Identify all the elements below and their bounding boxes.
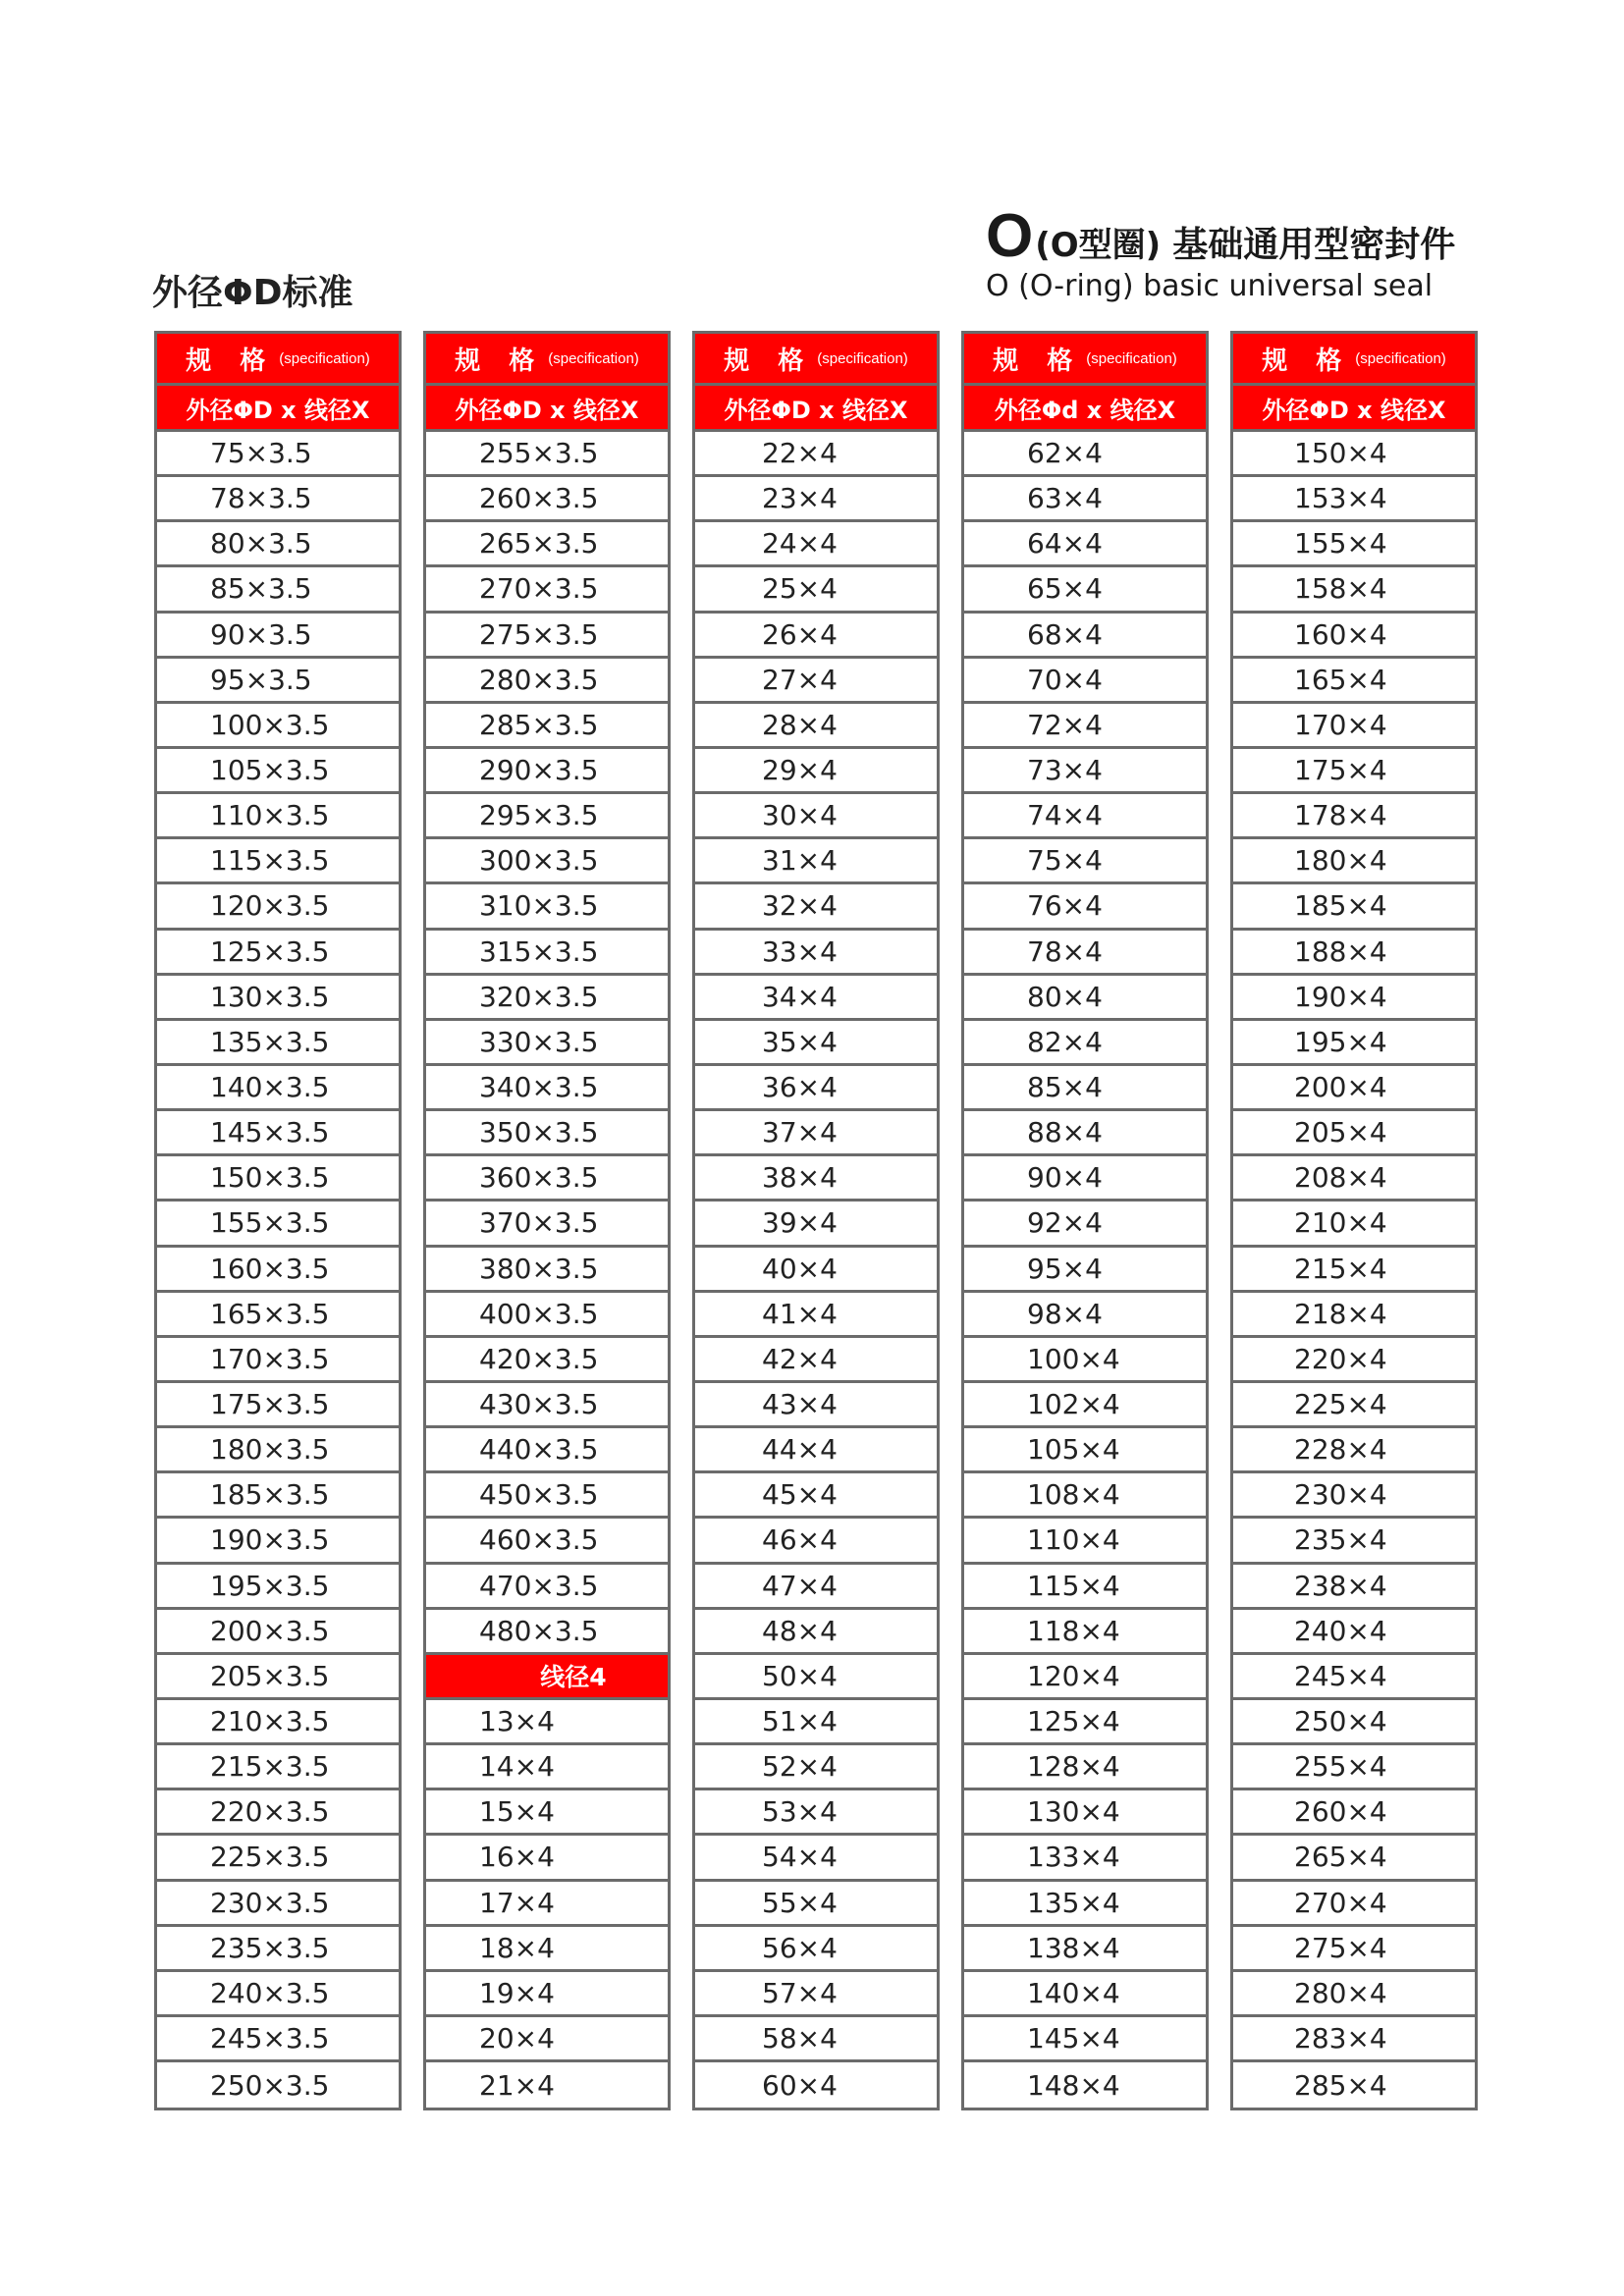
spec-header-en: (specification) [279,349,370,367]
table-row: 60×4 [762,2068,838,2102]
table-row: 64×4 [964,522,1206,567]
table-row: 31×4 [695,839,937,884]
table-row: 46×4 [695,1519,937,1564]
table-row: 155×4 [1233,522,1475,567]
table-row: 145×3.5 [157,1111,399,1156]
table-row: 460×3.5 [426,1519,668,1564]
table-row: 130×4 [964,1790,1206,1836]
table-row: 150×3.5 [157,1156,399,1201]
table-row: 98×4 [964,1293,1206,1338]
table-row: 20×4 [426,2017,668,2062]
table-row: 235×4 [1233,1519,1475,1564]
table-row: 135×3.5 [157,1021,399,1066]
table-row: 76×4 [964,884,1206,930]
table-row: 74×4 [964,794,1206,839]
table-row: 140×4 [964,1972,1206,2017]
spec-header [1233,334,1475,386]
table-row: 150×4 [1233,432,1475,477]
table-row: 265×4 [1233,1836,1475,1881]
table-row: 45×4 [695,1473,937,1519]
brand-subtitle: (O型圈) [1035,226,1162,265]
table-row: 138×4 [964,1927,1206,1972]
table-row: 120×3.5 [157,884,399,930]
table-row: 400×3.5 [426,1293,668,1338]
table-row: 190×4 [1233,976,1475,1021]
table-row: 33×4 [695,931,937,976]
table-row: 17×4 [426,1882,668,1927]
table-row: 23×4 [695,477,937,522]
table-row: 25×4 [695,567,937,613]
table-row: 14×4 [426,1745,668,1790]
column-label: 外径ΦD x 线径X [157,386,399,432]
table-row: 100×3.5 [157,704,399,749]
table-row: 148×4 [1027,2068,1120,2102]
table-row: 72×4 [964,704,1206,749]
table-row: 27×4 [695,659,937,704]
spec-header-cn: 规 格 [724,346,814,376]
table-row: 275×3.5 [426,614,668,659]
table-row: 180×3.5 [157,1428,399,1473]
table-row: 125×4 [964,1700,1206,1745]
table-row: 175×3.5 [157,1383,399,1428]
column-label: 外径ΦD x 线径X [1233,386,1475,432]
spec-header [157,334,399,386]
column-label: 外径ΦD x 线径X [695,386,937,432]
table-row: 90×4 [964,1156,1206,1201]
table-row: 240×4 [1233,1610,1475,1655]
table-row: 470×3.5 [426,1565,668,1610]
table-row: 260×4 [1233,1790,1475,1836]
table-row: 245×4 [1233,1655,1475,1700]
table-row: 188×4 [1233,931,1475,976]
table-row: 19×4 [426,1972,668,2017]
table-row: 95×3.5 [157,659,399,704]
spec-table-5 [1230,331,1478,2110]
table-row: 92×4 [964,1201,1206,1247]
table-row: 30×4 [695,794,937,839]
table-row: 36×4 [695,1066,937,1111]
table-row: 85×4 [964,1066,1206,1111]
table-row: 105×4 [964,1428,1206,1473]
table-row: 128×4 [964,1745,1206,1790]
table-row: 43×4 [695,1383,937,1428]
table-row: 47×4 [695,1565,937,1610]
table-row: 16×4 [426,1836,668,1881]
table-row: 53×4 [695,1790,937,1836]
table-row: 315×3.5 [426,931,668,976]
table-row: 88×4 [964,1111,1206,1156]
spec-header-en: (specification) [817,349,908,367]
table-row: 235×3.5 [157,1927,399,1972]
table-row: 215×3.5 [157,1745,399,1790]
table-row: 230×4 [1233,1473,1475,1519]
table-row: 29×4 [695,749,937,794]
table-row: 41×4 [695,1293,937,1338]
table-row: 300×3.5 [426,839,668,884]
table-row: 133×4 [964,1836,1206,1881]
spec-header-cn: 规 格 [1262,346,1352,376]
table-row: 230×3.5 [157,1882,399,1927]
table-row: 54×4 [695,1836,937,1881]
table-row: 265×3.5 [426,522,668,567]
table-row: 160×4 [1233,614,1475,659]
table-row: 105×3.5 [157,749,399,794]
table-row: 153×4 [1233,477,1475,522]
table-row: 290×3.5 [426,749,668,794]
table-row: 205×3.5 [157,1655,399,1700]
table-row: 250×4 [1233,1700,1475,1745]
table-row: 24×4 [695,522,937,567]
table-row: 225×4 [1233,1383,1475,1428]
spec-header-en: (specification) [1355,349,1446,367]
table-row: 22×4 [695,432,937,477]
table-row: 102×4 [964,1383,1206,1428]
table-row: 250×3.5 [210,2068,330,2102]
table-row: 115×3.5 [157,839,399,884]
table-row: 208×4 [1233,1156,1475,1201]
brand-title-en: O (O-ring) basic universal seal [986,269,1434,303]
table-row: 18×4 [426,1927,668,1972]
table-row: 370×3.5 [426,1201,668,1247]
table-row: 73×4 [964,749,1206,794]
spec-header-cn: 规 格 [455,346,545,376]
table-row: 360×3.5 [426,1156,668,1201]
table-row: 40×4 [695,1248,937,1293]
table-row: 158×4 [1233,567,1475,613]
table-row: 95×4 [964,1248,1206,1293]
spec-header [426,334,668,386]
table-row: 310×3.5 [426,884,668,930]
table-row: 275×4 [1233,1927,1475,1972]
table-row: 118×4 [964,1610,1206,1655]
spec-header-cn: 规 格 [993,346,1083,376]
table-row: 320×3.5 [426,976,668,1021]
table-row: 185×3.5 [157,1473,399,1519]
table-row: 13×4 [426,1700,668,1745]
table-row: 170×4 [1233,704,1475,749]
table-row: 180×4 [1233,839,1475,884]
table-row: 42×4 [695,1338,937,1383]
table-row: 39×4 [695,1201,937,1247]
table-row: 75×4 [964,839,1206,884]
table-row: 165×4 [1233,659,1475,704]
table-row: 110×4 [964,1519,1206,1564]
table-row: 145×4 [964,2017,1206,2062]
table-row: 228×4 [1233,1428,1475,1473]
table-row: 120×4 [964,1655,1206,1700]
column-label: 外径ΦD x 线径X [426,386,668,432]
table-row: 34×4 [695,976,937,1021]
table-row: 215×4 [1233,1248,1475,1293]
table-row: 70×4 [964,659,1206,704]
table-row: 55×4 [695,1882,937,1927]
sub-section-header: 线径4 [426,1655,668,1700]
table-row: 260×3.5 [426,477,668,522]
table-row: 80×4 [964,976,1206,1021]
table-row: 200×4 [1233,1066,1475,1111]
spec-header-cn: 规 格 [186,346,276,376]
table-row: 62×4 [964,432,1206,477]
brand-title-cn: 基础通用型密封件 [1172,225,1456,265]
table-row: 125×3.5 [157,931,399,976]
spec-table-4 [961,331,1209,2110]
spec-tables [154,331,1478,2110]
table-row: 80×3.5 [157,522,399,567]
table-row: 21×4 [479,2068,555,2102]
table-row: 330×3.5 [426,1021,668,1066]
table-row: 285×3.5 [426,704,668,749]
table-row: 238×4 [1233,1565,1475,1610]
table-row: 57×4 [695,1972,937,2017]
table-row: 350×3.5 [426,1111,668,1156]
column-label: 外径Φd x 线径X [964,386,1206,432]
table-row: 210×3.5 [157,1700,399,1745]
table-row: 44×4 [695,1428,937,1473]
table-row: 51×4 [695,1700,937,1745]
table-row: 190×3.5 [157,1519,399,1564]
table-row: 480×3.5 [426,1610,668,1655]
table-row: 82×4 [964,1021,1206,1066]
table-row: 270×4 [1233,1882,1475,1927]
table-row: 450×3.5 [426,1473,668,1519]
table-row: 100×4 [964,1338,1206,1383]
table-row: 140×3.5 [157,1066,399,1111]
spec-header-en: (specification) [1086,349,1177,367]
brand-letter: O [986,202,1034,270]
section-title: 外径ΦD标准 [152,273,353,313]
table-row: 63×4 [964,477,1206,522]
table-row: 200×3.5 [157,1610,399,1655]
spec-header-en: (specification) [548,349,639,367]
table-row: 68×4 [964,614,1206,659]
table-row: 130×3.5 [157,976,399,1021]
table-row: 225×3.5 [157,1836,399,1881]
table-row: 240×3.5 [157,1972,399,2017]
brand-title-line [986,202,1456,270]
table-row: 440×3.5 [426,1428,668,1473]
table-row: 270×3.5 [426,567,668,613]
table-row: 283×4 [1233,2017,1475,2062]
table-row: 35×4 [695,1021,937,1066]
table-row: 218×4 [1233,1293,1475,1338]
table-row: 295×3.5 [426,794,668,839]
table-row: 110×3.5 [157,794,399,839]
table-row: 90×3.5 [157,614,399,659]
table-row: 65×4 [964,567,1206,613]
table-row: 15×4 [426,1790,668,1836]
table-row: 280×3.5 [426,659,668,704]
table-row: 280×4 [1233,1972,1475,2017]
table-row: 185×4 [1233,884,1475,930]
table-row: 135×4 [964,1882,1206,1927]
table-row: 108×4 [964,1473,1206,1519]
table-row: 255×4 [1233,1745,1475,1790]
table-row: 160×3.5 [157,1248,399,1293]
table-row: 58×4 [695,2017,937,2062]
table-row: 165×3.5 [157,1293,399,1338]
table-row: 195×4 [1233,1021,1475,1066]
table-row: 32×4 [695,884,937,930]
table-row: 220×4 [1233,1338,1475,1383]
table-row: 115×4 [964,1565,1206,1610]
table-row: 195×3.5 [157,1565,399,1610]
table-row: 78×3.5 [157,477,399,522]
brand-heading [986,202,1456,303]
table-row: 205×4 [1233,1111,1475,1156]
table-row: 26×4 [695,614,937,659]
table-row: 340×3.5 [426,1066,668,1111]
table-row: 75×3.5 [157,432,399,477]
spec-header [964,334,1206,386]
table-row: 38×4 [695,1156,937,1201]
table-row: 170×3.5 [157,1338,399,1383]
table-row: 245×3.5 [157,2017,399,2062]
table-row: 155×3.5 [157,1201,399,1247]
table-row: 210×4 [1233,1201,1475,1247]
table-row: 380×3.5 [426,1248,668,1293]
table-row: 52×4 [695,1745,937,1790]
table-row: 255×3.5 [426,432,668,477]
table-row: 420×3.5 [426,1338,668,1383]
table-row: 37×4 [695,1111,937,1156]
table-row: 28×4 [695,704,937,749]
table-row: 48×4 [695,1610,937,1655]
table-row: 178×4 [1233,794,1475,839]
spec-table-2 [423,331,671,2110]
spec-table-3 [692,331,940,2110]
table-row: 430×3.5 [426,1383,668,1428]
table-row: 56×4 [695,1927,937,1972]
table-row: 50×4 [695,1655,937,1700]
table-row: 78×4 [964,931,1206,976]
spec-header [695,334,937,386]
table-row: 220×3.5 [157,1790,399,1836]
spec-table-1 [154,331,402,2110]
table-row: 175×4 [1233,749,1475,794]
table-row: 85×3.5 [157,567,399,613]
table-row: 285×4 [1294,2068,1387,2102]
